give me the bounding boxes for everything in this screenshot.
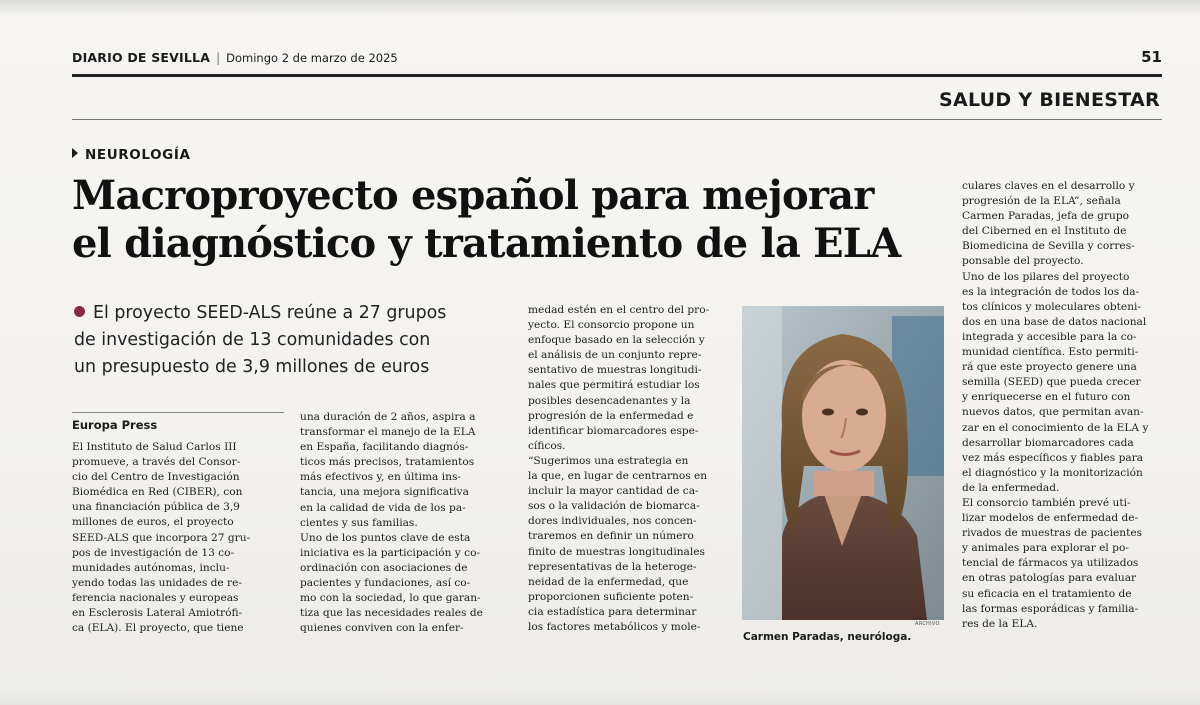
article-line: tencial de fármacos ya utilizados <box>962 557 1139 570</box>
article-line: iniciativa es la participación y co- <box>300 546 481 559</box>
page-number: 51 <box>1141 48 1162 66</box>
article-line: munidad científica. Esto permiti- <box>962 346 1139 359</box>
article-line: enfoque basado en la selección y <box>528 334 705 347</box>
article-line: desarrollar biomarcadores cada <box>962 436 1134 449</box>
article-line: los factores metabólicos y mole- <box>528 620 701 633</box>
section-rule <box>72 119 1162 120</box>
article-line: nales que permitirá estudiar los <box>528 379 700 392</box>
article-line: ferencia nacionales y europeas <box>72 591 239 604</box>
article-line: una financiación pública de 3,9 <box>72 501 240 514</box>
article-line: tos clínicos y moleculares obteni- <box>962 300 1141 313</box>
article-line: pacientes y fundaciones, así co- <box>300 577 471 590</box>
article-line: Biomédica en Red (CIBER), con <box>72 486 243 499</box>
bullet-dot-icon <box>74 306 85 317</box>
article-line: cientes y sus familias. <box>300 516 418 529</box>
article-line: El Instituto de Salud Carlos III <box>72 441 237 453</box>
section-title: SALUD Y BIENESTAR <box>938 89 1160 111</box>
article-line: en otras patologías para evaluar <box>962 572 1137 585</box>
article-line: SEED-ALS que incorpora 27 gru- <box>72 531 251 544</box>
article-line: semilla (SEED) que pueda crecer <box>962 376 1141 389</box>
article-line: ponsable del proyecto. <box>962 255 1084 268</box>
article-line: las formas esporádicas y familia- <box>962 602 1139 615</box>
article-line: El consorcio también prevé uti- <box>962 496 1131 509</box>
article-line: del Ciberned en el Instituto de <box>962 225 1127 238</box>
masthead-separator: | <box>216 51 221 65</box>
page-edge <box>0 0 1200 14</box>
article-line: Biomedicina de Sevilla y corres- <box>962 240 1135 253</box>
article-column-4 <box>962 179 1162 632</box>
article-line: dores individuales, nos concen- <box>528 515 697 528</box>
article-line: la que, en lugar de centrarnos en <box>528 470 708 483</box>
article-line: rivados de muestras de pacientes <box>962 527 1143 540</box>
article-line: en Esclerosis Lateral Amiotrófi- <box>72 607 243 620</box>
article-line: mo con la sociedad, lo que garan- <box>300 592 481 605</box>
article-line: lizar modelos de enfermedad de- <box>962 512 1139 525</box>
article-line: ticos más precisos, tratamientos <box>300 456 475 469</box>
article-line: Carmen Paradas, jefa de grupo <box>962 210 1130 223</box>
article-line: nuevos datos, que permitan avan- <box>962 406 1144 419</box>
article-line: es la integración de todos los da- <box>962 285 1140 298</box>
article-line: progresión de la ELA”, señala <box>962 195 1121 208</box>
article-line: cíficos. <box>528 439 566 452</box>
article-line: sos o la validación de biomarca- <box>528 500 700 513</box>
headline-line: el diagnóstico y tratamiento de la ELA <box>72 220 901 267</box>
article-line: en España, facilitando diagnós- <box>300 441 469 454</box>
page-bottom-edge <box>0 688 1200 705</box>
article-line: finito de muestras longitudinales <box>528 545 705 558</box>
article-line: quienes conviven con la enfer- <box>300 622 464 635</box>
article-line: cia estadística para determinar <box>528 605 697 618</box>
article-line: una duración de 2 años, aspira a <box>300 411 476 423</box>
subheadline <box>74 300 514 381</box>
article-line: dos en una base de datos nacional <box>962 315 1147 328</box>
kicker-label: NEUROLOGÍA <box>85 147 191 163</box>
article-line: traremos en definir un número <box>528 530 694 543</box>
article-line: res de la ELA. <box>962 617 1038 630</box>
article-line: neidad de la enfermedad, que <box>528 575 689 588</box>
article-line: integrada y accesible para la co- <box>962 330 1137 343</box>
article-line: munidades autónomas, inclu- <box>72 561 230 574</box>
kicker <box>72 147 191 163</box>
article-column-1 <box>72 440 286 636</box>
article-line: incluir la mayor cantidad de ca- <box>528 485 699 498</box>
article-line: ca (ELA). El proyecto, que tiene <box>72 622 244 635</box>
article-line: promueve, a través del Consor- <box>72 456 241 469</box>
article-line: el análisis de un conjunto repre- <box>528 349 702 362</box>
article-line: yendo todas las unidades de re- <box>72 576 242 589</box>
article-line: tancia, una mejora significativa <box>300 486 469 499</box>
portrait-illustration <box>742 306 944 620</box>
article-line: y animales para explorar el po- <box>962 542 1129 555</box>
article-line: Uno de los pilares del proyecto <box>962 270 1130 283</box>
subhead-line: de investigación de 13 comunidades con <box>74 330 431 350</box>
article-line: progresión de la enfermedad e <box>528 409 694 422</box>
photo-credit: ARCHIVO <box>915 621 940 627</box>
article-column-3 <box>528 303 733 635</box>
publication-date: Domingo 2 de marzo de 2025 <box>226 51 398 65</box>
article-line: culares claves en el desarrollo y <box>962 180 1135 192</box>
article-column-2 <box>300 410 514 636</box>
article-line: “Sugerimos una estrategia en <box>528 454 689 467</box>
article-line: yecto. El consorcio propone un <box>528 319 695 332</box>
masthead <box>72 50 1162 70</box>
article-line: ordinación con asociaciones de <box>300 561 468 574</box>
article-line: pos de investigación de 13 co- <box>72 546 235 559</box>
headline <box>72 172 952 268</box>
article-line: transformar el manejo de la ELA <box>300 426 476 439</box>
newspaper-name: DIARIO DE SEVILLA <box>72 50 211 65</box>
article-line: sentativo de muestras longitudi- <box>528 364 702 377</box>
portrait-photo <box>742 306 944 620</box>
article-line: tiza que las necesidades reales de <box>300 607 483 620</box>
subhead-line: un presupuesto de 3,9 millones de euros <box>74 357 430 377</box>
article-line: posibles desencadenantes y la <box>528 394 691 407</box>
article-line: en la calidad de vida de los pa- <box>300 501 466 514</box>
byline: Europa Press <box>72 418 158 432</box>
subhead-line: El proyecto SEED-ALS reúne a 27 grupos <box>93 303 447 323</box>
article-line: medad estén en el centro del pro- <box>528 304 710 316</box>
article-line: su eficacia en el tratamiento de <box>962 587 1132 600</box>
article-line: proporcionen suficiente poten- <box>528 590 694 603</box>
kicker-arrow-icon <box>72 148 78 158</box>
article-line: más efectivos y, en última ins- <box>300 471 461 484</box>
article-line: de la enfermedad. <box>962 481 1060 494</box>
article-line: y enriquecerse en el futuro con <box>962 391 1131 404</box>
article-line: Uno de los puntos clave de esta <box>300 531 471 544</box>
article-line: millones de euros, el proyecto <box>72 516 234 529</box>
top-rule <box>72 74 1162 77</box>
byline-rule <box>72 412 284 413</box>
article-line: rá que este proyecto genere una <box>962 361 1137 374</box>
article-line: identificar biomarcadores espe- <box>528 424 699 437</box>
headline-line: Macroproyecto español para mejorar <box>72 172 874 219</box>
article-line: cio del Centro de Investigación <box>72 471 240 484</box>
article-line: representativas de la heteroge- <box>528 560 697 573</box>
article-line: el diagnóstico y la monitorización <box>962 466 1143 479</box>
photo-caption: Carmen Paradas, neuróloga. <box>743 631 912 643</box>
article-line: zar en el conocimiento de la ELA y <box>962 421 1149 434</box>
article-line: vez más específicos y fiables para <box>962 451 1144 464</box>
